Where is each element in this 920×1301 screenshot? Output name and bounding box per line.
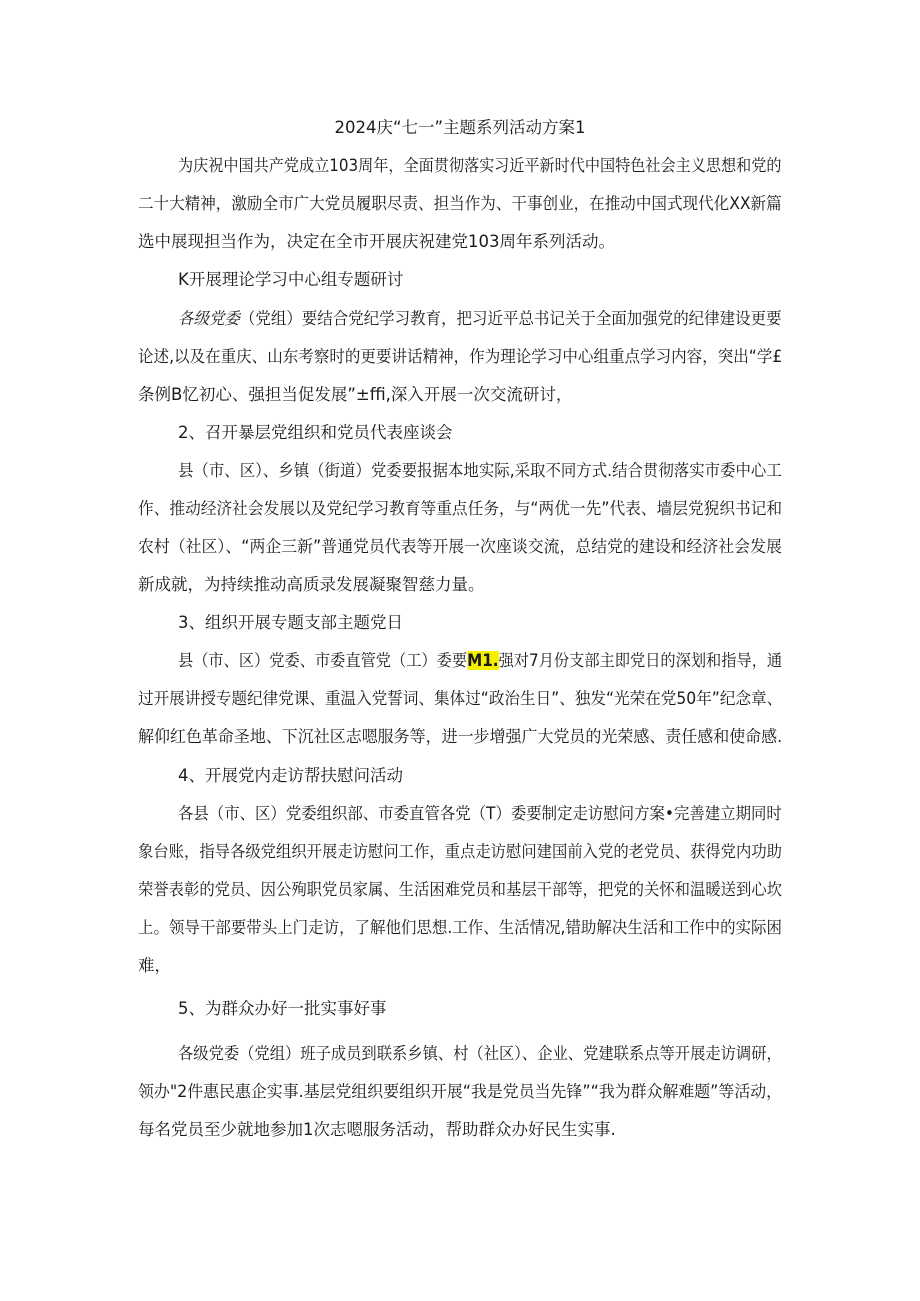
section-4-line-3: 荣誉表彰的党员、因公殉职党员家属、生活困难党员和基层干部等，把党的关怀和温暖送到心坎 xyxy=(138,880,783,899)
intro-line-1: 为庆祝中国共产党成立103周年，全面贯彻落实习近平新时代中国特色社会主义思想和党的 xyxy=(178,156,782,175)
section-2-line-4: 新成就，为持续推动高质录发展凝聚智慈力量。 xyxy=(138,575,485,594)
section-2-heading: 2、召开暴层党组织和党员代表座谈会 xyxy=(178,423,453,442)
highlighted-text: M1. xyxy=(467,651,499,670)
section-2-line-2: 作、推动经济社会发展以及党纪学习教育等重点任务，与“两优一先”代表、墙层党猊织书记和 xyxy=(138,499,783,518)
section-5-heading: 5、为群众办好一批实事好事 xyxy=(178,999,387,1018)
section-3-heading: 3、组织开展专题支部主题党日 xyxy=(178,613,403,632)
section-4-line-1: 各县（市、区）党委组织部、市委直管各党（T）委要制定走访慰问方案•完善建立期同时 xyxy=(178,804,782,823)
document-title: 2024庆“七一”主题系列活动方案1 xyxy=(334,118,586,137)
section-3-line-3: 解仰红色革命圣地、下沉社区志嗯服务等，进一步增强广大党员的光荣感、责任感和使命感. xyxy=(138,727,783,746)
section-3-line-1-b: 强对7月份支部主即党日的深划和指导，通 xyxy=(498,651,783,670)
section-1-line-3: 条例B忆初心、强担当促发展”±ffi,深入开展一次交流研讨， xyxy=(138,385,573,404)
section-3-line-2: 过开展讲授专题纪律党课、重温入党誓词、集体过“政治生日”、独发“光荣在党50年”纪念章、 xyxy=(138,689,783,708)
intro-line-3: 选中展现担当作为，决定在全市开展庆祝建党103周年系列活动。 xyxy=(138,232,615,251)
section-1-line-1 xyxy=(178,307,782,331)
section-5-line-1: 各级党委（党组）班子成员到联系乡镇、村（社区）、企业、党建联系点等开展走访调研， xyxy=(178,1044,782,1063)
section-5-line-3: 每名党员至少就地参加1次志嗯服务活动，帮助群众办好民生实事. xyxy=(138,1120,616,1139)
section-1-heading: K开展理论学习中心组专题研讨 xyxy=(178,270,404,289)
section-5-line-2: 领办"2件惠民惠企实事.基层党组织要组织开展“我是党员当先锋”“我为群众解难题”等活动， xyxy=(138,1082,783,1101)
section-4-line-5: 难， xyxy=(138,956,171,975)
section-2-line-3: 农村（社区）、“两企三新”普通党员代表等开展一次座谈交流，总结党的建设和经济社会发展 xyxy=(138,537,782,556)
section-4-line-2: 象台账，指导各级党组织开展走访慰问工作，重点走访慰问建国前入党的老党员、获得党内功助 xyxy=(138,842,783,861)
section-2-line-1: 县（市、区）、乡镇（街道）党委要报据本地实际,采取不同方式.结合贯彻落实市委中心工 xyxy=(178,461,782,480)
section-3-line-1 xyxy=(178,649,782,673)
section-1-line-1-rest: （党组）要结合党纪学习教育，把习近平总书记关于全面加强党的纪律建设更要 xyxy=(239,309,782,328)
section-1-line-2: 论述,以及在重庆、山东考察时的更要讲话精神，作为理论学习中心组重点学习内容，突出“学£ xyxy=(138,347,783,366)
intro-line-2: 二十大精神，激励全市广大党员履职尽责、担当作为、干事创业，在推动中国式现代化XX新篇 xyxy=(138,194,782,213)
section-4-heading: 4、开展党内走访帮扶慰问活动 xyxy=(178,766,403,785)
section-1-italic-lead: 各级党委 xyxy=(178,309,240,328)
section-3-line-1-a: 县（市、区）党委、市委直管党（工）委要 xyxy=(178,651,468,670)
section-4-line-4: 上。领导干部要带头上门走访，了解他们思想.工作、生活情况,错助解决生活和工作中的实际困 xyxy=(138,918,782,937)
